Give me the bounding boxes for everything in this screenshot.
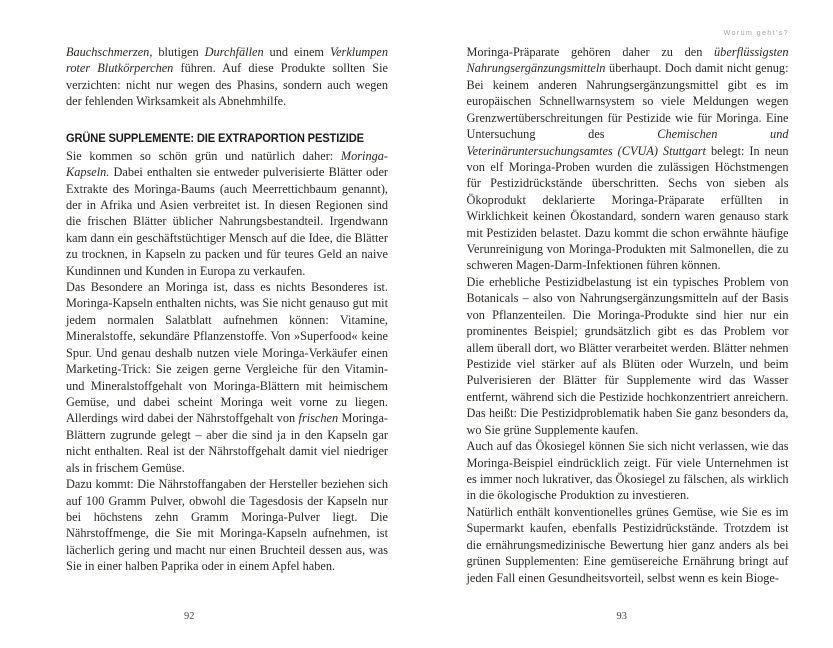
- paragraph-4: [467, 504, 789, 586]
- rpara1-seg3: überhaupt. Doch damit nicht genug: Bei keinem anderen Nahrungsergänzungsmittel gibt es im europäischen Schnellwarnsystem so viele Meldungen wegen Grenzwertüberschreitungen für Pestizide wie für Moringa. Eine Untersuchung des: [466, 61, 789, 142]
- para2-seg2: frischen: [298, 411, 339, 426]
- rpara2-seg1: Die erhebliche Pestizidbelastung ist ein typisches Problem von Botanicals – also von Nahrungsergänzungsmitteln auf der Basis von Pflanzenteilen. Die Moringa-Produkte sind hier nur ein prominentes Beispiel; grundsätzlich gibt es das Problem vor allem überall dort, wo Blätter verarbeitet werden. Blätter nehmen Pestizide viel stärker auf als Blüten oder Wurzeln, und beim Pulverisieren der Blätter für Supplemente wird das Wasser entfernt, während sich die Pestizide hochkonzentriert anreichern. Das heißt: Die Pestizidproblematik haben Sie ganz besonders da, wo Sie grüne Supplemente kaufen.: [466, 274, 789, 437]
- para-cont-seg2: blutigen: [152, 45, 205, 59]
- paragraph-1: [66, 148, 388, 279]
- running-head: Worum geht's?: [723, 28, 789, 37]
- section-heading: GRÜNE SUPPLEMENTE: DIE EXTRAPORTION PESTIZIDE: [66, 130, 364, 145]
- rpara3-seg1: Auch auf das Ökosiegel können Sie sich nicht verlassen, wie das Moringa-Beispiel eindrücklich zeigt. Für viele Unternehmen ist es immer noch lukrativer, das Ökosiegel zu fälschen, als wirklich in die ökologische Produktion zu investieren.: [466, 439, 789, 503]
- rpara1-seg4: Chemischen und Veterinäruntersuchungsamtes (CVUA) Stuttgart: [466, 127, 789, 158]
- para-cont-seg5: Verklumpen roter Blutkörperchen: [66, 45, 389, 76]
- rpara1-seg1: Moringa-Präparate gehören daher zu den: [466, 45, 715, 59]
- para1-seg2: Moringa-Kapseln.: [66, 148, 388, 180]
- paragraph-2: [467, 274, 789, 438]
- paragraph-2: [66, 279, 388, 476]
- paragraph-continued: [66, 44, 388, 110]
- rpara1-seg5: belegt: In neun von elf Moringa-Proben wurden die zulässigen Höchstmengen für Pestizidrückstände überschritten. Sechs von sieben als Ökoprodukt deklarierte Moringa-Präparate erfüllten in Wirklichkeit keinen Ökostandard, sondern waren genauso stark mit Pestiziden belastet. Dazu kommt die schon erwähnte häufige Verunreinigung von Moringa-Produkten mit Salmonellen, die zu schweren Magen-Darm-Infektionen führen können.: [466, 143, 789, 273]
- para1-seg1: Sie kommen so schön grün und natürlich daher:: [66, 148, 341, 163]
- folio-right: 93: [616, 611, 627, 622]
- para-cont-seg4: und einem: [263, 45, 330, 59]
- para3-seg1: Dazu kommt: Die Nährstoffangaben der Hersteller beziehen sich auf 100 Gramm Pulver, obwohl die Tagesdosis der Kapseln nur bei höchstens zehn Gramm Moringa-Pulver liegt. Die Nährstoffmenge, die Sie mit Moringa-Kapseln aufnehmen, ist lächerlich gering und macht nur einen Bruchteil dessen aus, was Sie in einer halben Paprika oder in einem Apfel haben.: [66, 477, 388, 574]
- rpara1-seg2: überflüssigsten Nahrungsergänzungsmitteln: [466, 45, 789, 76]
- para-cont-seg6: führen. Auf diese Produkte sollten Sie verzichten: nicht nur wegen des Phasins, sondern auch wegen der fehlenden Wirksamkeit als Abnehmhilfe.: [66, 61, 388, 109]
- right-column-text: [467, 44, 789, 586]
- para2-seg3: Moringa-Blättern zugrunde gelegt – aber die sind ja in den Kapseln gar nicht enthalten. Real ist der Nährstoffgehalt damit viel niedriger als in frischem Gemüse.: [66, 411, 388, 475]
- folio-left: 92: [184, 611, 195, 622]
- page-right: [417, 0, 833, 648]
- paragraph-3: [66, 476, 388, 575]
- para2-seg1: Das Besondere an Moringa ist, dass es nichts Besonderes ist. Moringa-Kapseln enthalten nichts, was Sie nicht genauso gut mit jedem normalen Salatblatt aufnehmen können: Vitamine, Mineralstoffe, sekundäre Pflanzenstoffe. Von »Superfood« keine Spur. Und genau deshalb nutzen viele Moringa-Verkäufer einen Marketing-Trick: Sie zeigen gerne Vergleiche für den Vitamin- und Mineralstoffgehalt von Moringa-Blättern mit heimischem Gemüse, und dabei scheint Moringa weit vorne zu liegen. Allerdings wird dabei der Nährstoffgehalt von: [66, 280, 388, 426]
- rpara4-seg1: Natürlich enthält konventionelles grünes Gemüse, wie Sie es im Supermarkt kaufen, ebenfalls Pestizidrückstände. Trotzdem ist die ernährungsmedizinische Bewertung hier ganz anders als bei grünen Supplementen: Eine gemüsereiche Ernährung bringt auf jeden Fall einen Gesundheitsvorteil, selbst wenn es kein Bioge-: [466, 504, 789, 585]
- para-cont-seg1: Bauchschmerzen,: [66, 45, 153, 59]
- paragraph-3: [467, 438, 789, 504]
- paragraph-1: [467, 44, 789, 274]
- left-column-text: [66, 44, 388, 575]
- para1-seg3: Dabei enthalten sie entweder pulverisierte Blätter oder Extrakte des Moringa-Baums (auch Meerrettichbaum genannt), der in Afrika und Asien verbreitet ist. In diesen Regionen sind die frischen Blätter üblicher Nahrungsbestandteil. Irgendwann kam dann ein geschäftstüchtiger Mensch auf die Idee, die Blätter zu trocknen, in Kapseln zu packen und für teures Geld an naive Kundinnen und Kunden in Europa zu verkaufen.: [66, 165, 388, 278]
- para-cont-seg3: Durchfällen: [204, 45, 264, 59]
